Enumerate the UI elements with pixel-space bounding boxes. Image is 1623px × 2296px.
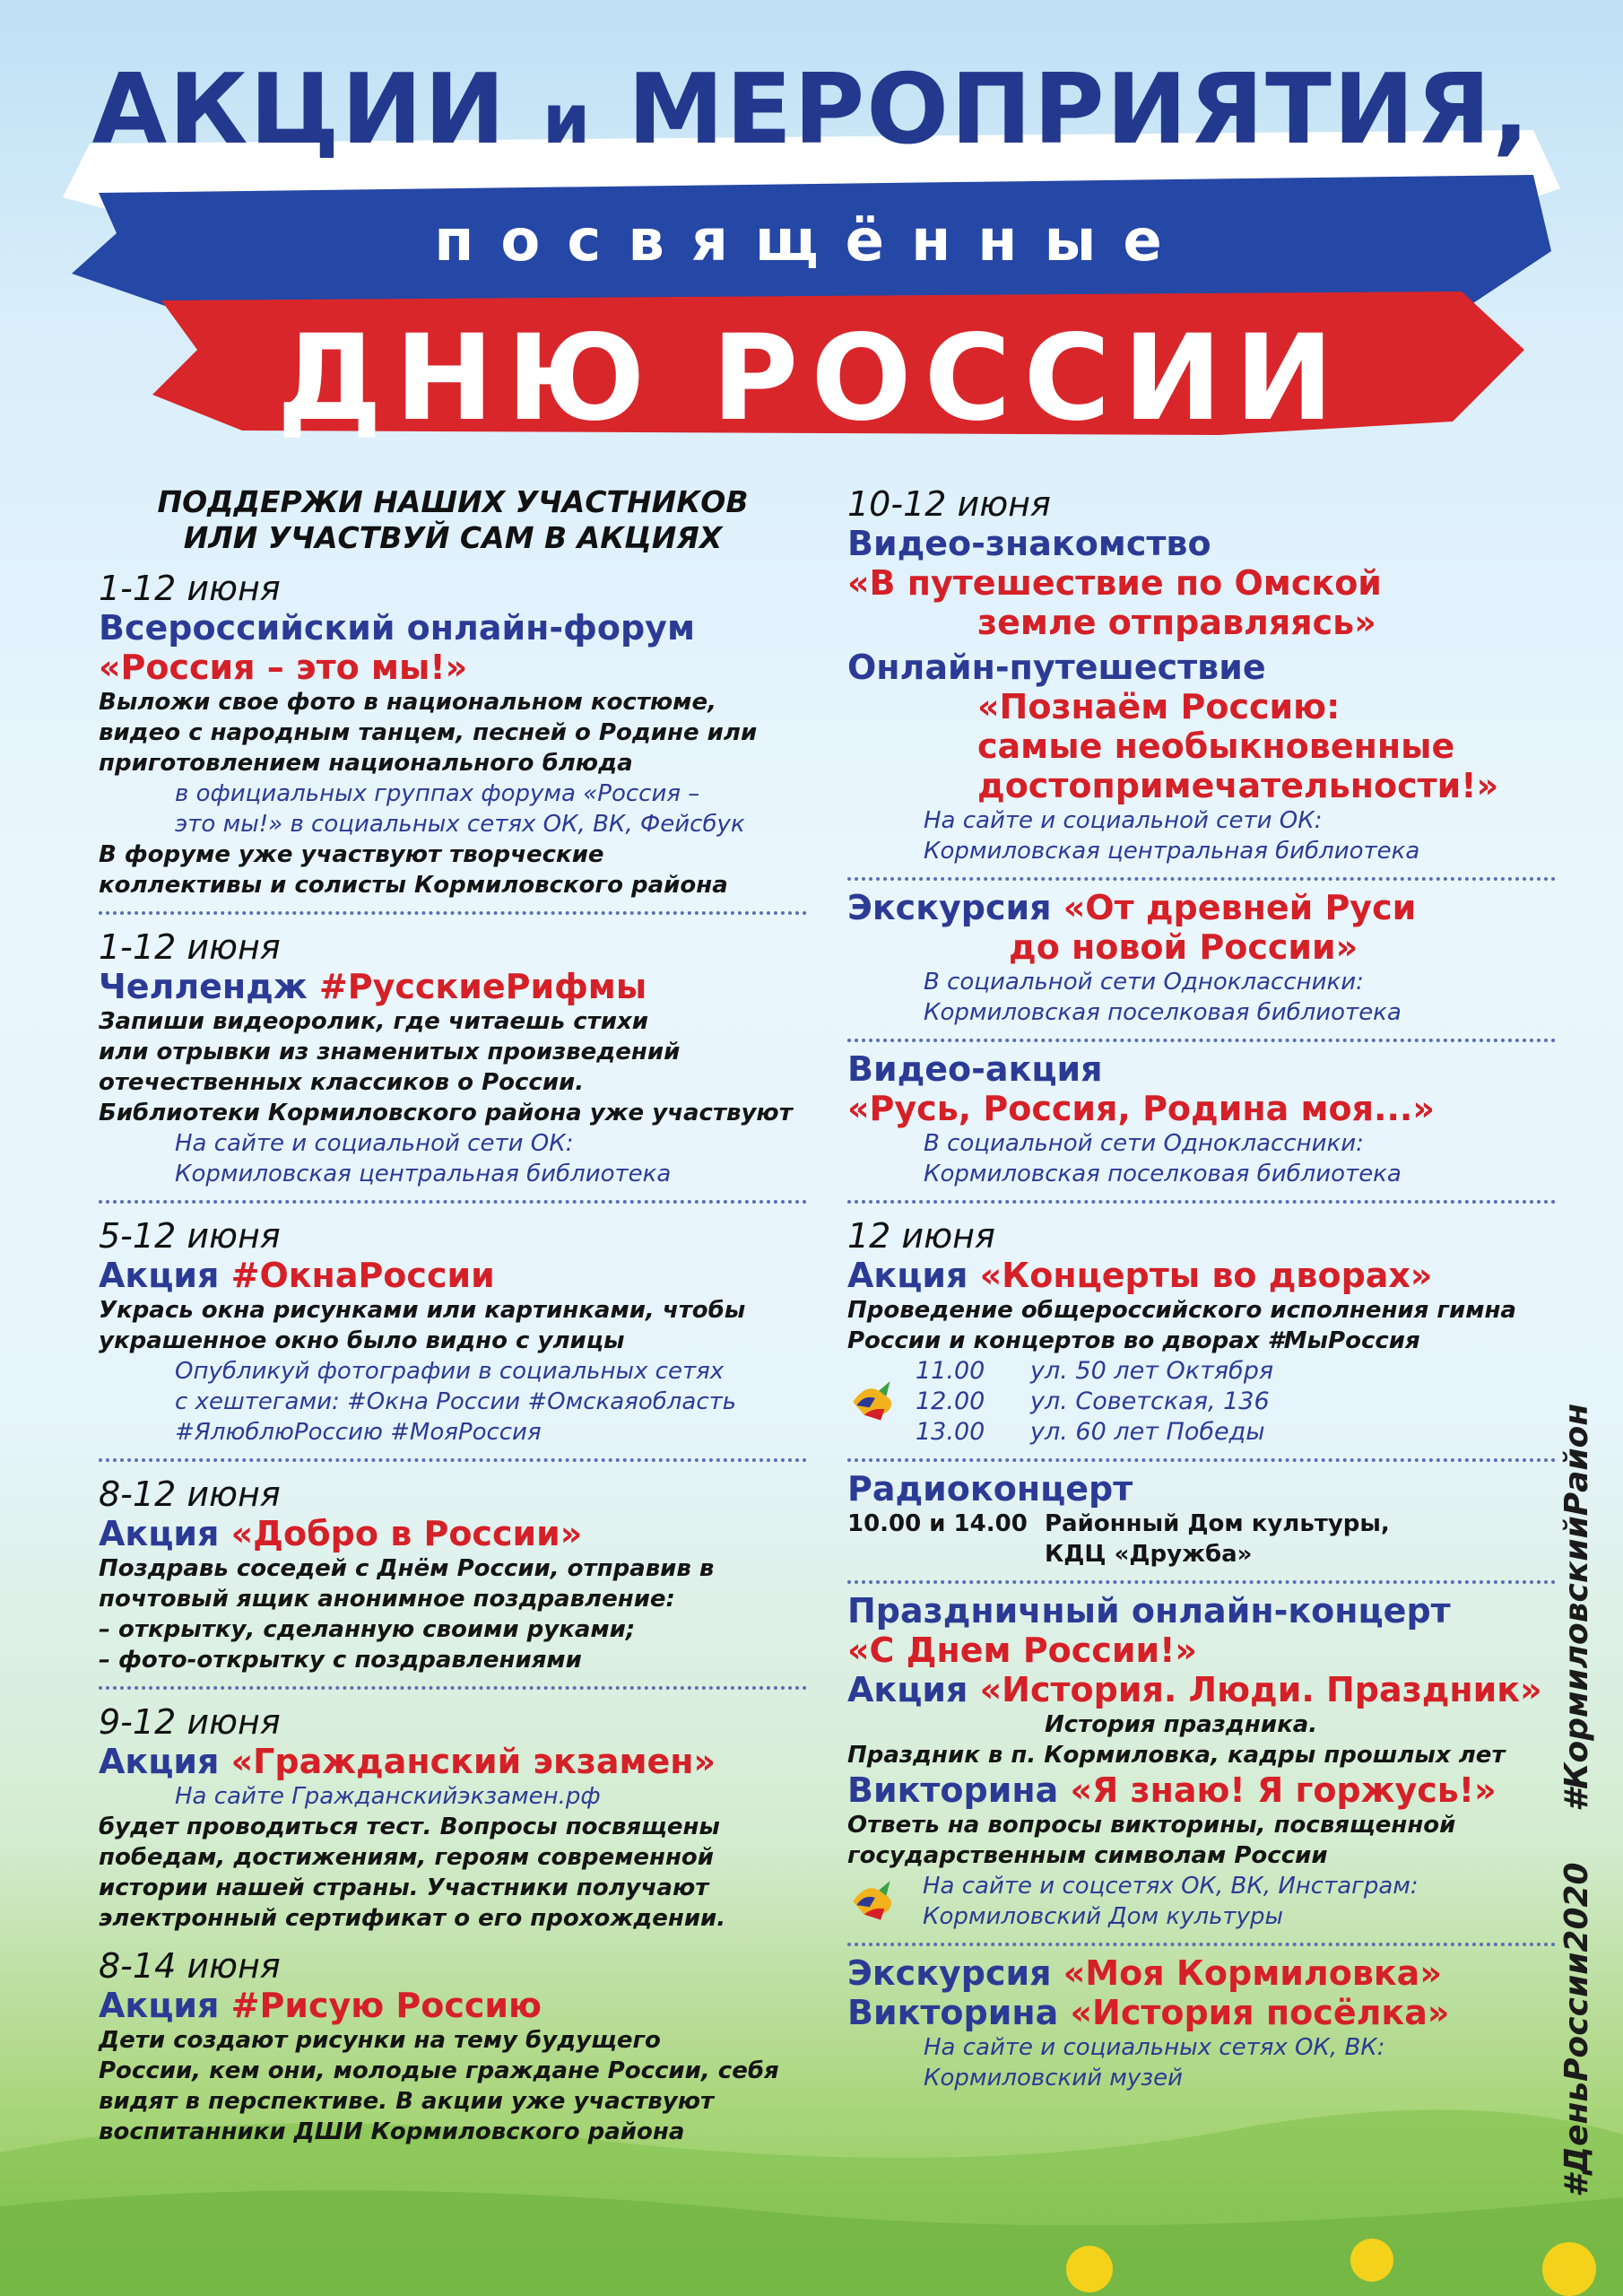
flower-icon: [1542, 2242, 1596, 2296]
event-title: Акция «История. Люди. Праздник»: [847, 1670, 1542, 1709]
event-title: Акция «Добро в России»: [99, 1514, 583, 1553]
event-windows: [99, 1216, 807, 1448]
event-description: будет проводиться тест. Вопросы посвящены победам, достижениям, героям современной истории нашей страны. Участники получают электронный сертификат о его прохождении.: [99, 1813, 726, 1932]
dotted-separator: [99, 1686, 807, 1690]
event-name: «Русь, Россия, Родина моя...»: [847, 1089, 1435, 1128]
event-civic-exam: [99, 1702, 807, 1934]
event-date: 10-12 июня: [847, 484, 1051, 524]
concert-schedule: [916, 1356, 1273, 1448]
event-date: 8-12 июня: [99, 1474, 281, 1514]
dotted-separator: [847, 1200, 1556, 1204]
event-date: 12 июня: [847, 1216, 995, 1256]
dotted-separator: [847, 1580, 1556, 1584]
event-note: В форуме уже участвуют творческие коллективы и солисты Кормиловского района: [99, 841, 728, 899]
event-location: В социальной сети Одноклассники: Кормиловская поселковая библиотека: [924, 969, 1402, 1026]
event-date: 8-14 июня: [99, 1946, 281, 1986]
event-location: В социальной сети Одноклассники: Кормиловская поселковая библиотека: [924, 1130, 1402, 1187]
header-main-title: ДНЮ РОССИИ: [276, 309, 1347, 448]
event-museum: [847, 1953, 1556, 2093]
event-name: «Россия – это мы!»: [99, 648, 468, 687]
event-title: Челлендж #РусскиеРифмы: [99, 967, 647, 1006]
header-title: АКЦИИ и МЕРОПРИЯТИЯ,: [91, 54, 1532, 166]
schedule-row: 13.00 ул. 60 лет Победы: [916, 1418, 1265, 1446]
dotted-separator: [847, 1943, 1556, 1946]
event-date: 1-12 июня: [99, 927, 281, 967]
event-title: Экскурсия «Моя Кормиловка»: [847, 1953, 1442, 1993]
flower-icon: [1066, 2246, 1113, 2292]
event-title: Экскурсия «От древней Руси: [847, 888, 1417, 927]
event-date: 9-12 июня: [99, 1702, 281, 1742]
event-title: Акция «Концерты во дворах»: [847, 1256, 1433, 1295]
event-description: Дети создают рисунки на тему будущего России, кем они, молодые граждане России, себя видят в перспективе. В акции уже участвуют воспитанники ДШИ Кормиловского района: [99, 2027, 779, 2145]
event-location: На сайте и социальных сетях ОК, ВК: Кормиловский музей: [924, 2034, 1385, 2092]
event-location: На сайте Гражданскийэкзамен.рф: [175, 1783, 601, 1810]
event-description: Укрась окна рисунками или картинками, чтобы украшенное окно было видно с улицы: [99, 1297, 746, 1354]
event-date: 5-12 июня: [99, 1216, 281, 1256]
event-russian-rhymes: [99, 927, 807, 1189]
event-schedule: 10.00 и 14.00 Районный Дом культуры, КДЦ «Дружба»: [847, 1510, 1390, 1568]
event-title: Викторина «Я знаю! Я горжусь!»: [847, 1770, 1497, 1810]
dotted-separator: [99, 911, 807, 915]
event-title: Акция #ОкнаРоссии: [99, 1256, 495, 1295]
schedule-row: 12.00 ул. Советская, 136: [916, 1387, 1270, 1415]
dotted-separator: [847, 1039, 1556, 1042]
event-online-concert: [847, 1591, 1556, 1932]
event-title: Праздничный онлайн-концерт: [847, 1591, 1451, 1631]
event-name: до новой России»: [1009, 927, 1358, 967]
event-location: На сайте и социальной сети ОК: Кормиловская центральная библиотека: [924, 807, 1420, 865]
header-subtitle: посвящённые: [434, 208, 1189, 274]
intro-text: ПОДДЕРЖИ НАШИХ УЧАСТНИКОВ ИЛИ УЧАСТВУЙ САМ В АКЦИЯХ: [157, 484, 749, 555]
event-title: Видео-знакомство: [847, 524, 1211, 563]
event-video-action: [847, 1049, 1556, 1189]
event-description: Запиши видеоролик, где читаешь стихи или отрывки из знаменитых произведений отечественных классиков о России. Библиотеки Кормиловского района уже участвуют: [99, 1008, 793, 1126]
dotted-separator: [99, 1458, 807, 1462]
event-date: 1-12 июня: [99, 569, 281, 608]
event-description: История праздника. Праздник в п. Кормиловка, кадры прошлых лет: [847, 1711, 1506, 1769]
event-title: Видео-акция: [847, 1049, 1103, 1089]
event-kindness: [99, 1474, 807, 1675]
event-description: Ответь на вопросы викторины, посвященной государственным символам России: [847, 1812, 1456, 1869]
dotted-separator: [847, 1458, 1556, 1462]
event-name: «В путешествие по Омской земле отправляясь»: [847, 563, 1382, 642]
event-excursion-rus: [847, 888, 1556, 1028]
event-description: Выложи свое фото в национальном костюме, видео с народным танцем, песней о Родине или приготовлением национального блюда: [99, 689, 758, 777]
event-name: «Познаём Россию: самые необыкновенные достопримечательности!»: [977, 687, 1499, 805]
dove-icon: [847, 1374, 903, 1430]
flower-icon: [1350, 2239, 1393, 2282]
event-title: Викторина «История посёлка»: [847, 1993, 1450, 2032]
left-column: [99, 484, 807, 2147]
event-title: Акция #Рисую Россию: [99, 1986, 542, 2025]
event-location: Опубликуй фотографии в социальных сетях с хештегами: #Окна России #Омскаяобласть #ЯлюблюРоссию #МояРоссия: [175, 1358, 737, 1446]
event-yard-concerts: [847, 1216, 1556, 1448]
event-description: Поздравь соседей с Днём России, отправив в почтовый ящик анонимное поздравление: – открытку, сделанную своими руками; – фото-открытку с поздравлениями: [99, 1555, 715, 1674]
event-name: «С Днем России!»: [847, 1631, 1197, 1670]
right-column: [847, 484, 1556, 2093]
dotted-separator: [99, 1200, 807, 1204]
event-title: Онлайн-путешествие: [847, 648, 1266, 687]
event-video-travel: [847, 484, 1556, 866]
event-title: Радиоконцерт: [847, 1469, 1133, 1509]
schedule-row: 11.00 ул. 50 лет Октября: [916, 1357, 1274, 1385]
hashtag-district: #КормиловскийРайон: [1558, 1403, 1595, 1812]
event-title: Акция «Гражданский экзамен»: [99, 1742, 716, 1781]
event-forum: [99, 569, 807, 900]
hashtag-russia-day: #ДеньРоссии2020: [1558, 1862, 1595, 2197]
event-location: На сайте и соцсетях ОК, ВК, Инстаграм: Кормиловский Дом культуры: [923, 1873, 1419, 1930]
dotted-separator: [847, 877, 1556, 881]
event-drawing: [99, 1946, 807, 2147]
event-description: Проведение общероссийского исполнения гимна России и концертов во дворах #МыРоссия: [847, 1297, 1516, 1354]
event-location: в официальных группах форума «Россия – это мы!» в социальных сетях ОК, ВК, Фейсбук: [175, 780, 745, 838]
event-radio-concert: [847, 1469, 1556, 1570]
side-hashtags: [1551, 1309, 1605, 2197]
dove-icon: [847, 1874, 903, 1929]
event-title: Всероссийский онлайн-форум: [99, 608, 695, 648]
event-location: На сайте и социальной сети ОК: Кормиловская центральная библиотека: [175, 1130, 672, 1187]
